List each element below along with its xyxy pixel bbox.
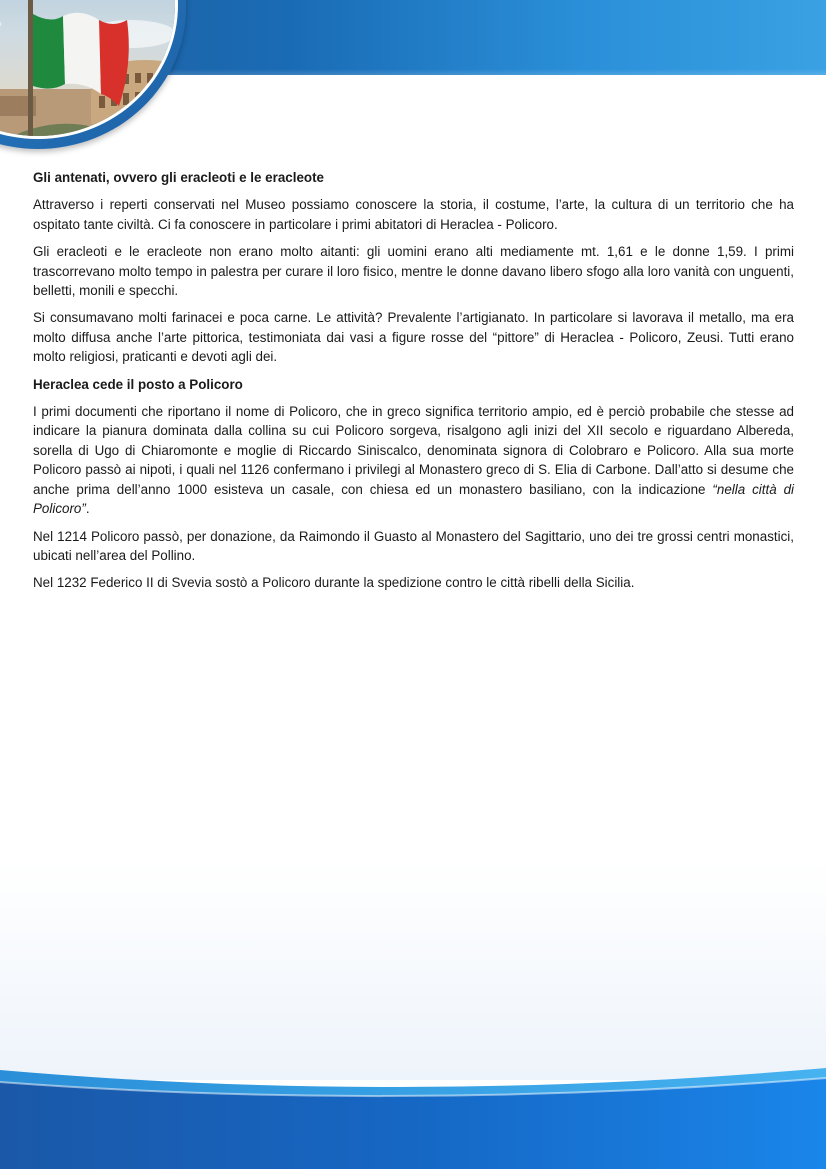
section-heading-heraclea: Heraclea cede il posto a Policoro — [33, 376, 243, 392]
section-heading-antenati: Gli antenati, ovvero gli eracleoti e le eracleote — [33, 170, 324, 185]
bottom-fade — [0, 860, 826, 1080]
quote: “nella città di Policoro” — [33, 481, 794, 517]
document-body — [33, 168, 794, 601]
paragraph-end: . — [85, 501, 90, 517]
paragraph: Attraverso i reperti conservati nel Museo possiamo conoscere la storia, il costume, l’arte, la cultura di un territorio che ha ospitato tante civiltà. Ci fa conoscere in particolare i primi abitatori di Heraclea - Policoro. — [33, 197, 794, 232]
paragraph — [33, 402, 794, 518]
emblem-image — [0, 0, 178, 139]
footer-wave-shape — [0, 1060, 826, 1169]
paragraph: Gli eracleoti e le eracleote non erano molto aitanti: gli uomini erano alti mediamente mt. 1,61 e le donne 1,59. I primi trascorrevano molto tempo in palestra per curare il loro fisico, mentre le donne davano libero sfogo alla loro vanità con unguenti, belletti, monili e specchi. — [33, 244, 794, 299]
paragraph: Nel 1214 Policoro passò, per donazione, da Raimondo il Guasto al Monastero del Sagittario, uno dei tre grossi centri monastici, ubicati nell’area del Pollino. — [33, 528, 794, 563]
paragraph: Nel 1232 Federico II di Svevia sostò a Policoro durante la spedizione contro le città ribelli della Sicilia. — [33, 575, 635, 591]
paragraph-text: I primi documenti che riportano il nome di Policoro, che in greco significa territorio ampio, ed è perciò probabile che stesse ad indicare la pianura dominata dalla collina su cui Policoro sorgeva, risalgono agli inizi del XII secolo e riguardano Albereda, sorella di Ugo di Chiaromonte e moglie di Riccardo Siniscalco, denominata signora di Colobraro e Policoro. Alla sua morte Policoro passò ai nipoti, i quali nel 1126 confermano i privilegi al Monastero greco di S. Elia di Carbone. Dall’atto si desume che anche prima dell’anno 1000 esisteva un casale, con chiesa ed un monastero basiliano, con la indicazione — [33, 404, 794, 497]
paragraph: Si consumavano molti farinacei e poca carne. Le attività? Prevalente l’artigianato. In particolare si lavorava il metallo, ma era molto diffusa anche l’arte pittorica, testimoniata dai vasi a figure rosse del “pittore” di Heraclea - Policoro, Zeusi. Tutti erano molto religiosi, praticanti e devoti agli dei. — [33, 310, 794, 365]
italian-flag-colosseum-icon — [0, 0, 178, 139]
